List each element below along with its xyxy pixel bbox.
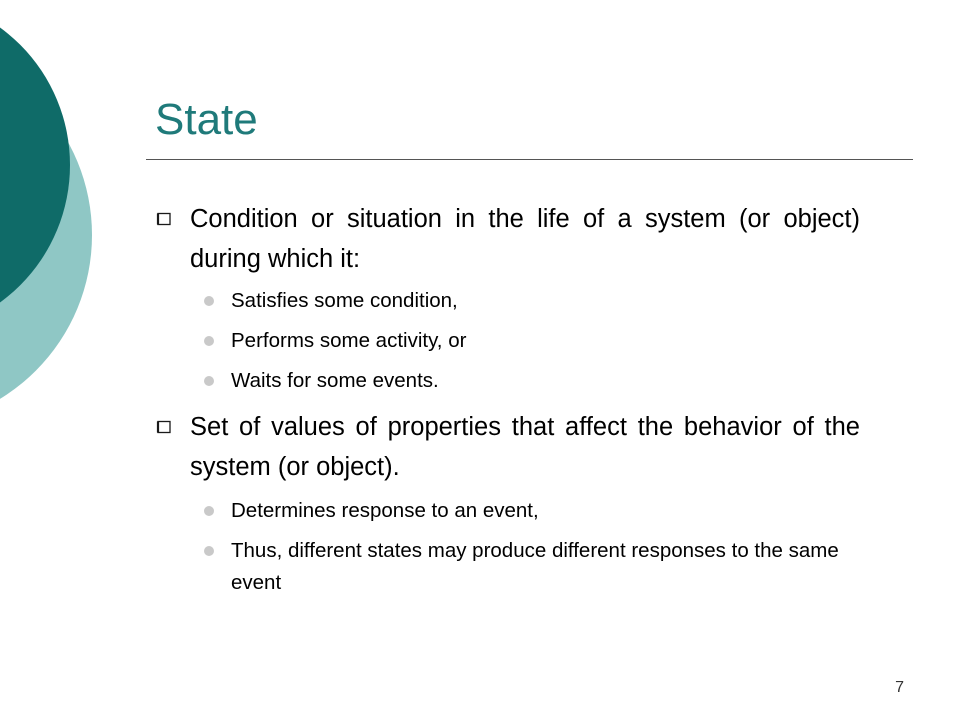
hollow-square-icon bbox=[156, 212, 172, 226]
sub-bullet-item bbox=[231, 495, 851, 527]
sub-bullet-text: Waits for some events. bbox=[231, 369, 439, 392]
bullet-text: Condition or situation in the life of a system (or object) during which it: bbox=[190, 205, 860, 273]
bullet-dot-icon bbox=[204, 336, 214, 346]
sub-bullet-text: Determines response to an event, bbox=[231, 499, 539, 522]
bullet-item bbox=[190, 407, 860, 487]
bullet-item bbox=[190, 199, 860, 279]
bullet-text: Set of values of properties that affect the behavior of the system (or object). bbox=[190, 413, 860, 481]
bullet-dot-icon bbox=[204, 506, 214, 516]
bullet-dot-icon bbox=[204, 376, 214, 386]
bullet-dot-icon bbox=[204, 296, 214, 306]
sub-bullet-text: Satisfies some condition, bbox=[231, 289, 458, 312]
sub-bullet-item bbox=[231, 535, 851, 599]
sub-bullet-item bbox=[231, 365, 851, 397]
slide-title: State bbox=[155, 95, 258, 144]
sub-bullet-item bbox=[231, 325, 851, 357]
slide-number: 7 bbox=[895, 679, 904, 696]
sub-bullet-item bbox=[231, 285, 851, 317]
hollow-square-icon bbox=[156, 420, 172, 434]
sub-bullet-text: Performs some activity, or bbox=[231, 329, 467, 352]
bullet-dot-icon bbox=[204, 546, 214, 556]
sub-bullet-text: Thus, different states may produce different responses to the same event bbox=[231, 539, 839, 594]
